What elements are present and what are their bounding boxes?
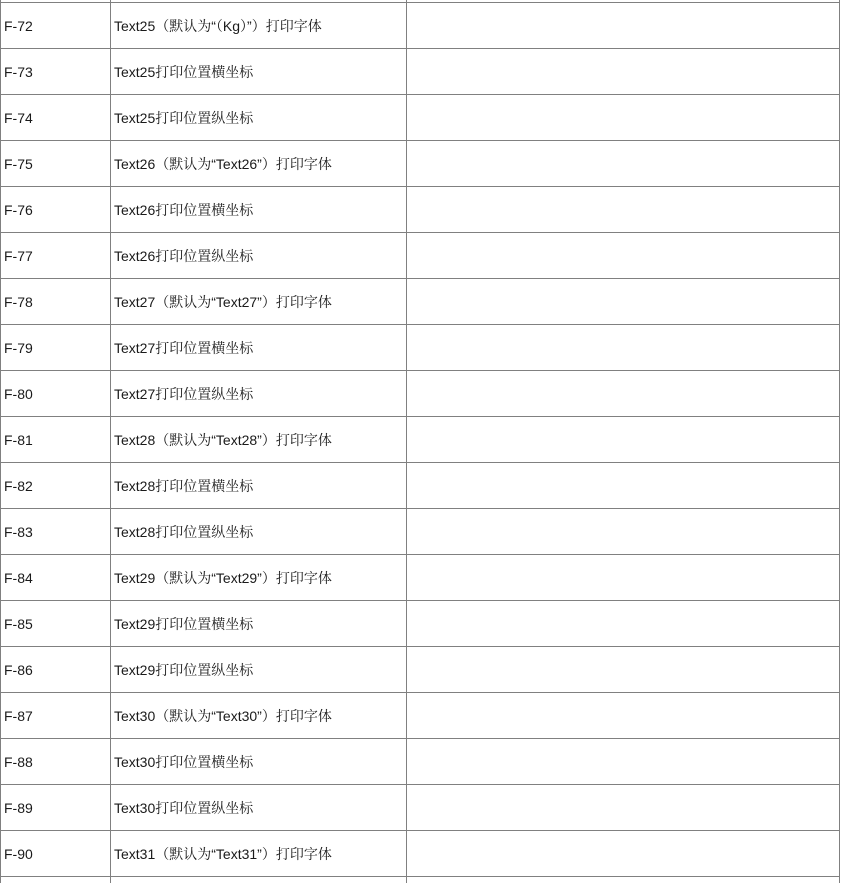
description-cell: Text28（默认为“Text28”）打印字体	[111, 417, 407, 462]
value-cell	[407, 0, 840, 2]
description-cell: Text28打印位置横坐标	[111, 463, 407, 508]
table-row	[1, 739, 840, 785]
value-cell	[407, 187, 840, 232]
table-row	[1, 49, 840, 95]
table-row	[1, 187, 840, 233]
code-cell: F-76	[1, 187, 111, 232]
description-cell: Text25（默认为“（Kg）”）打印字体	[111, 3, 407, 48]
table-row	[1, 509, 840, 555]
value-cell	[407, 49, 840, 94]
description-cell: Text27打印位置横坐标	[111, 325, 407, 370]
code-cell: F-77	[1, 233, 111, 278]
description-cell: Text25打印位置纵坐标	[111, 95, 407, 140]
code-cell: F-74	[1, 95, 111, 140]
description-cell: Text27打印位置纵坐标	[111, 371, 407, 416]
code-cell: F-82	[1, 463, 111, 508]
value-cell	[407, 647, 840, 692]
table-row	[1, 417, 840, 463]
value-cell	[407, 555, 840, 600]
value-cell	[407, 831, 840, 876]
code-cell: F-73	[1, 49, 111, 94]
value-cell	[407, 95, 840, 140]
description-cell: Text26（默认为“Text26”）打印字体	[111, 141, 407, 186]
value-cell	[407, 325, 840, 370]
description-cell: Text27（默认为“Text27”）打印字体	[111, 279, 407, 324]
code-cell: F-85	[1, 601, 111, 646]
description-cell: Text31（默认为“Text31”）打印字体	[111, 831, 407, 876]
description-cell: Text29（默认为“Text29”）打印字体	[111, 555, 407, 600]
description-cell	[111, 877, 407, 883]
value-cell	[407, 3, 840, 48]
value-cell	[407, 509, 840, 554]
description-cell: Text30（默认为“Text30”）打印字体	[111, 693, 407, 738]
value-cell	[407, 463, 840, 508]
value-cell	[407, 233, 840, 278]
table-row	[1, 95, 840, 141]
code-cell: F-90	[1, 831, 111, 876]
description-cell: Text29打印位置横坐标	[111, 601, 407, 646]
code-cell: F-81	[1, 417, 111, 462]
value-cell	[407, 141, 840, 186]
code-cell: F-89	[1, 785, 111, 830]
value-cell	[407, 739, 840, 784]
code-cell	[1, 877, 111, 883]
description-cell	[111, 0, 407, 2]
description-cell: Text26打印位置纵坐标	[111, 233, 407, 278]
table-body	[1, 3, 840, 877]
code-cell: F-79	[1, 325, 111, 370]
table-row	[1, 601, 840, 647]
value-cell	[407, 877, 840, 883]
description-cell: Text28打印位置纵坐标	[111, 509, 407, 554]
table-row	[1, 785, 840, 831]
table-row	[1, 555, 840, 601]
table-row	[1, 647, 840, 693]
table-row	[1, 279, 840, 325]
value-cell	[407, 785, 840, 830]
table-row	[1, 371, 840, 417]
table-row	[1, 3, 840, 49]
code-cell: F-72	[1, 3, 111, 48]
code-cell: F-78	[1, 279, 111, 324]
table-row	[1, 463, 840, 509]
table-row	[1, 141, 840, 187]
code-cell: F-80	[1, 371, 111, 416]
partial-row-bottom	[1, 877, 840, 883]
code-cell: F-84	[1, 555, 111, 600]
code-cell	[1, 0, 111, 2]
code-cell: F-87	[1, 693, 111, 738]
code-cell: F-83	[1, 509, 111, 554]
value-cell	[407, 417, 840, 462]
description-cell: Text29打印位置纵坐标	[111, 647, 407, 692]
description-cell: Text30打印位置横坐标	[111, 739, 407, 784]
value-cell	[407, 371, 840, 416]
value-cell	[407, 693, 840, 738]
description-cell: Text26打印位置横坐标	[111, 187, 407, 232]
description-cell: Text30打印位置纵坐标	[111, 785, 407, 830]
value-cell	[407, 279, 840, 324]
value-cell	[407, 601, 840, 646]
table-row	[1, 325, 840, 371]
table-row	[1, 233, 840, 279]
table-row	[1, 693, 840, 739]
description-cell: Text25打印位置横坐标	[111, 49, 407, 94]
code-cell: F-88	[1, 739, 111, 784]
code-cell: F-86	[1, 647, 111, 692]
code-cell: F-75	[1, 141, 111, 186]
table-row	[1, 831, 840, 877]
